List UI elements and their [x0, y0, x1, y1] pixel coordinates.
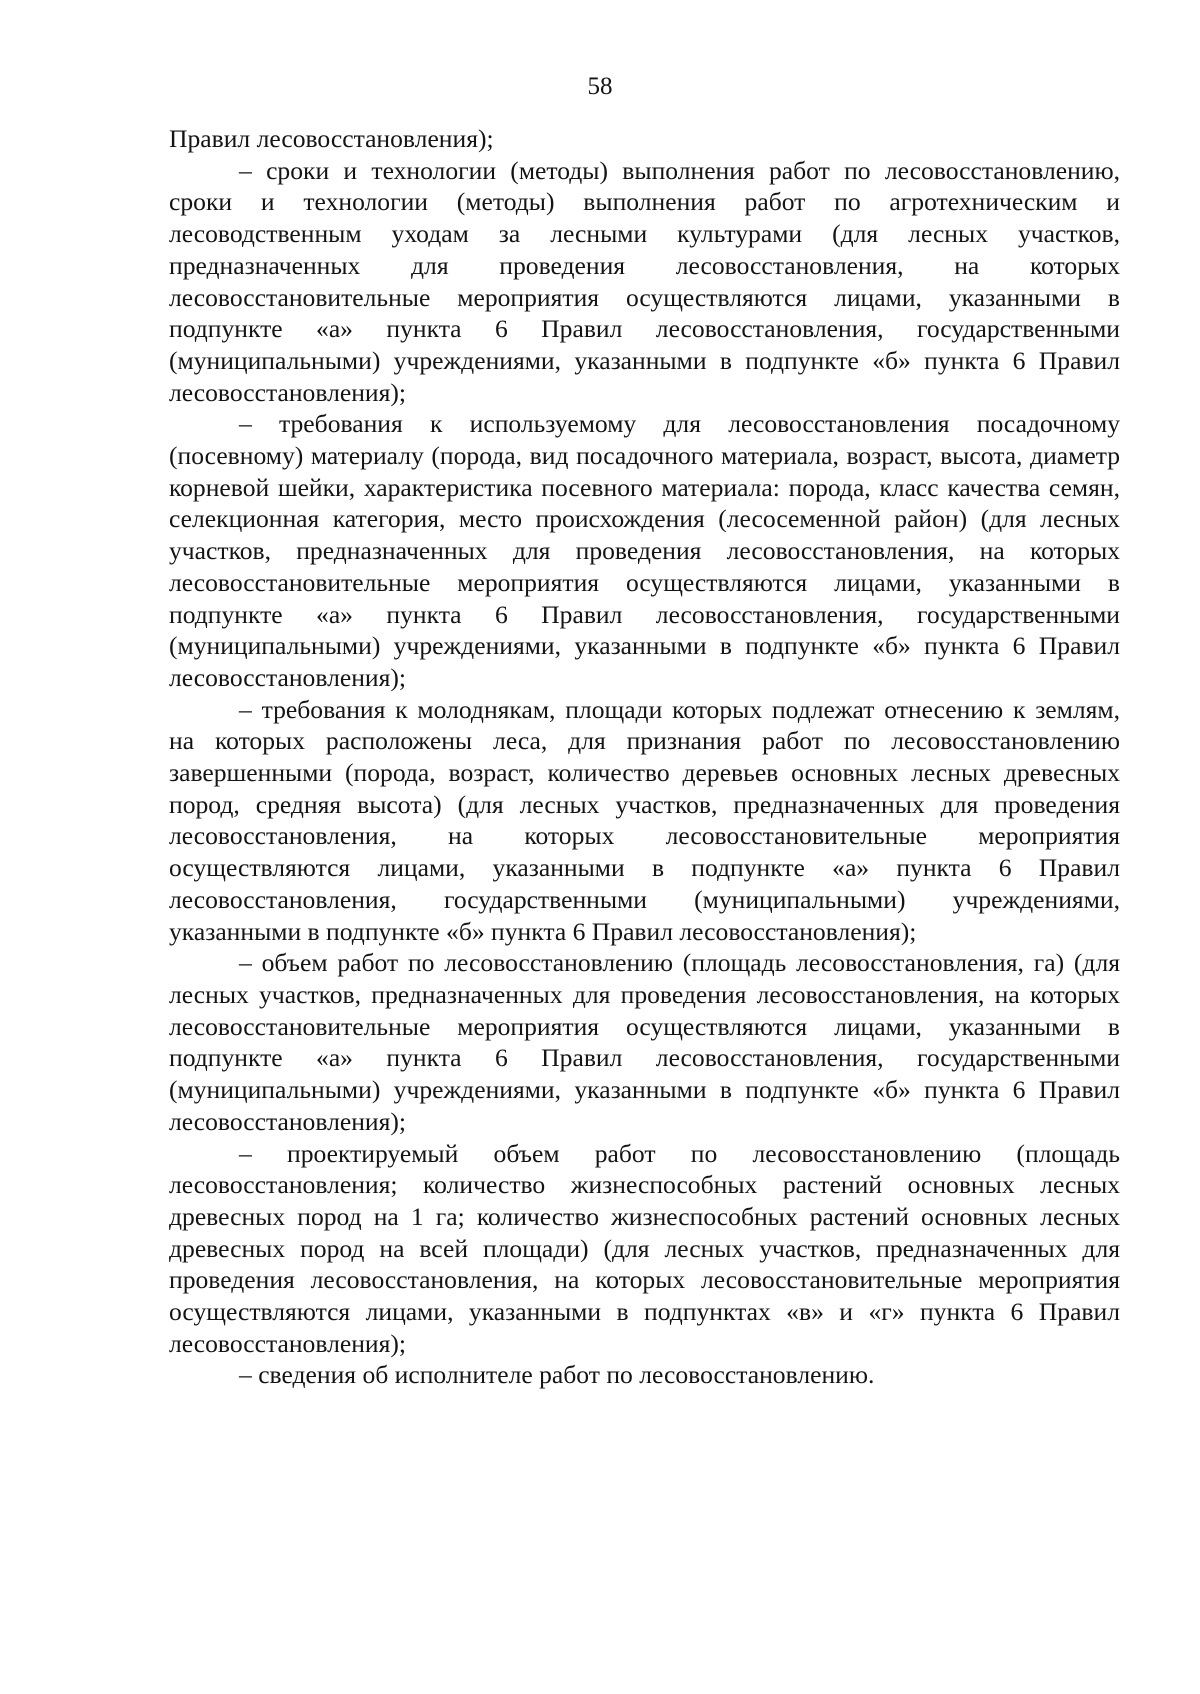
paragraph-list-item: – проектируемый объем работ по лесовосстановлению (площадь лесовосстановления; количество жизнеспособных растений основных лесных древесных пород на 1 га; количество жизнеспособных растений основных лесных древесных пород на всей площади) (для лесных участков, предназначенных для проведения лесовосстановления, на которых лесовосстановительные мероприятия осуществляются лицами, указанными в подпунктах «в» и «г» пункта 6 Правил лесовосстановления);: [169, 1138, 1120, 1358]
paragraph-list-item: – объем работ по лесовосстановлению (площадь лесовосстановления, га) (для лесных участков, предназначенных для проведения лесовосстановления, на которых лесовосстановительные мероприятия осуществляются лицами, указанными в подпункте «а» пункта 6 Правил лесовосстановления, государственными (муниципальными) учреждениями, указанными в подпункте «б» пункта 6 Правил лесовосстановления);: [169, 948, 1120, 1136]
paragraph-list-item: – требования к молоднякам, площади которых подлежат отнесению к землям, на которых расположены леса, для признания работ по лесовосстановлению завершенными (порода, возраст, количество деревьев основных лесных древесных пород, средняя высота) (для лесных участков, предназначенных для проведения лесовосстановления, на которых лесовосстановительные мероприятия осуществляются лицами, указанными в подпункте «а» пункта 6 Правил лесовосстановления, государственными (муниципальными) учреждениями, указанными в подпункте «б» пункта 6 Правил лесовосстановления);: [169, 694, 1120, 946]
document-body: [169, 123, 1120, 1391]
paragraph-list-item: – сроки и технологии (методы) выполнения работ по лесовосстановлению, сроки и технологии (методы) выполнения работ по агротехническим и лесоводственным уходам за лесными культурами (для лесных участков, предназначенных для проведения лесовосстановления, на которых лесовосстановительные мероприятия осуществляются лицами, указанными в подпункте «а» пункта 6 Правил лесовосстановления, государственными (муниципальными) учреждениями, указанными в подпункте «б» пункта 6 Правил лесовосстановления);: [169, 155, 1120, 407]
paragraph-list-item: – сведения об исполнителе работ по лесовосстановлению.: [239, 1360, 875, 1390]
paragraph-continuation: Правил лесовосстановления);: [169, 124, 494, 153]
page-number: 58: [587, 73, 613, 100]
paragraph-list-item: – требования к используемому для лесовосстановления посадочному (посевному) материалу (порода, вид посадочного материала, возраст, высота, диаметр корневой шейки, характеристика посевного материала: порода, класс качества семян, селекционная категория, место происхождения (лесосеменной район) (для лесных участков, предназначенных для проведения лесовосстановления, на которых лесовосстановительные мероприятия осуществляются лицами, указанными в подпункте «а» пункта 6 Правил лесовосстановления, государственными (муниципальными) учреждениями, указанными в подпункте «б» пункта 6 Правил лесовосстановления);: [169, 409, 1120, 692]
